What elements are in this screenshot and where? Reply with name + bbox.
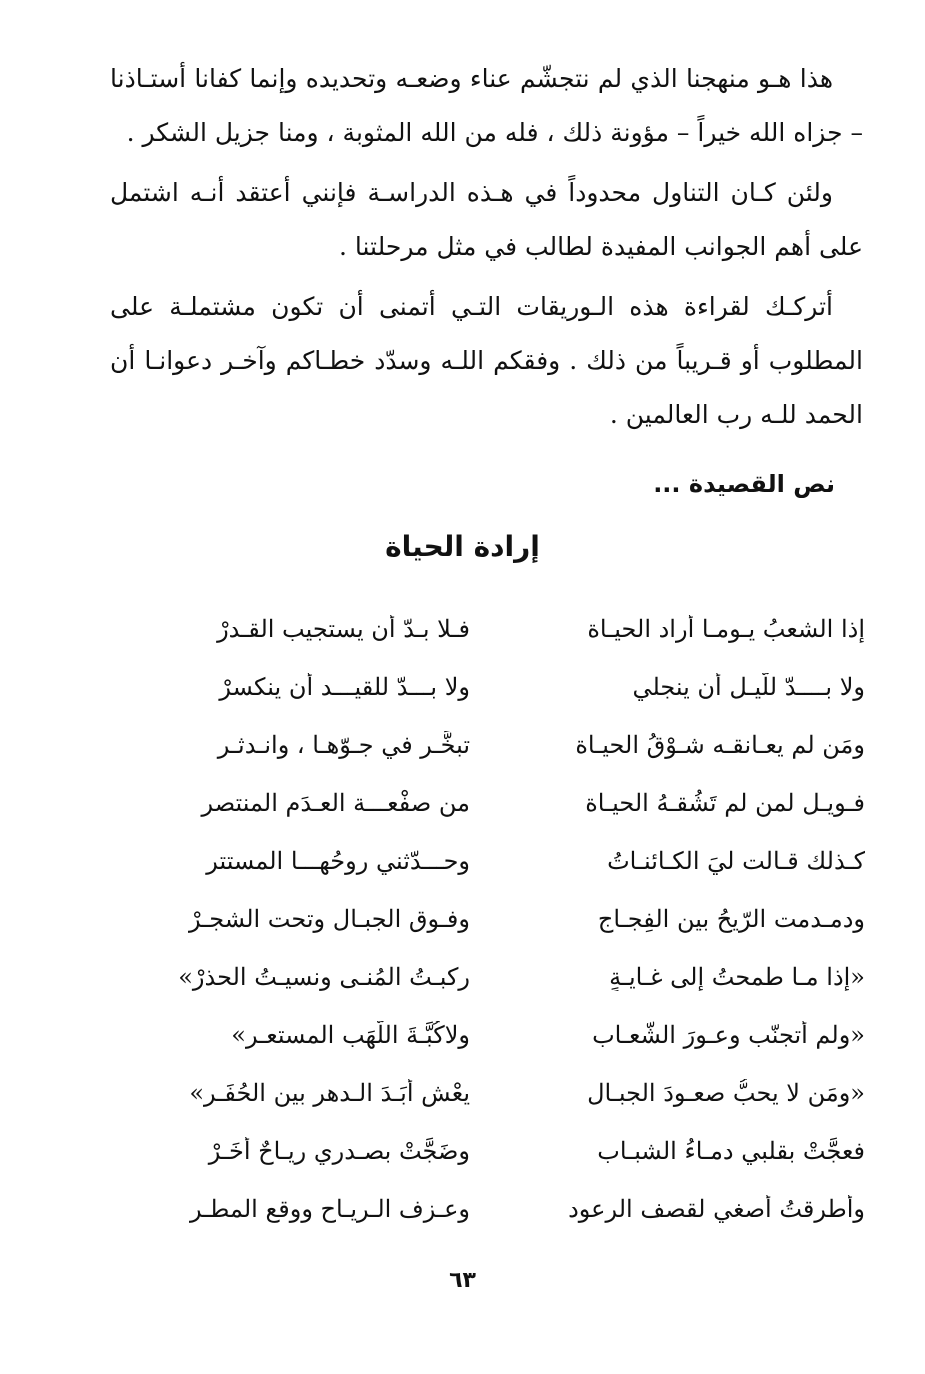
verse-second-hemistich: وضَجَّتْ بصـدري ريـاحٌ أُخَـرْ	[208, 1137, 470, 1165]
page-number: ٦٣	[449, 1268, 476, 1293]
verse-first-hemistich: كـذلك قـالت ليَ الكـائنـاتُ	[607, 847, 865, 875]
verse-second-hemistich: وفـوق الجبـال وتحت الشجـرْ	[189, 905, 470, 933]
verse-first-hemistich: إذا الشعبُ يـومـا أراد الحيـاة	[587, 615, 865, 643]
verse-second-hemistich: يعْش أبَـدَ الـدهر بين الحُفَـر»	[189, 1079, 470, 1107]
verse	[120, 890, 865, 948]
verse-first-hemistich: «إذا مـا طمحتُ إلى غـايـةٍ	[609, 963, 865, 991]
paragraph: ولئن كـان التناول محدوداً في هـذه الدراسـة فإنني أعتقد أنـه اشتمل على أهم الجوانب المفيدة لطالب في مثل مرحلتنا .	[110, 178, 863, 261]
poem-title: إرادة الحياة	[385, 530, 540, 563]
verse-first-hemistich: «ومَن لا يحبُّ صعـودَ الجبـال	[587, 1079, 865, 1107]
verse-second-hemistich: ركبـتُ المُنـى ونسيـتُ الحذرْ»	[178, 963, 470, 991]
verse	[120, 600, 865, 658]
verse	[120, 1122, 865, 1180]
verse-second-hemistich: فـلا بـدّ أن يستجيب القـدرْ	[217, 615, 470, 643]
section-heading: نص القصيدة ...	[653, 470, 835, 498]
verse-second-hemistich: وحـــدّثني روحُهـــا المستتر	[206, 847, 470, 875]
poem-verses	[120, 600, 865, 1238]
verse-second-hemistich: تبخَّـر في جـوّهـا ، وانـدثـر	[217, 731, 470, 759]
paragraph: أتركـك لقراءة هذه الـوريقات التـي أتمنى أن تكون مشتملـة على المطلوب أو قـريباً من ذلك . وفقكم اللـه وسدّد خطـاكم وآخـر دعوانـا أن الحمد للـه رب العالمين .	[110, 292, 863, 429]
verse-first-hemistich: ودمـدمت الرّيحُ بين الفِجـاج	[597, 905, 865, 933]
verse	[120, 658, 865, 716]
verse	[120, 774, 865, 832]
verse-first-hemistich: وأطرقتُ أُصغي لقصف الرعود	[568, 1195, 865, 1223]
paragraph: هذا هـو منهجنا الذي لم نتجشّم عناء وضعـه وتحديده وإنما كفانا أستـاذنا – جزاه الله خيراً – مؤونة ذلك ، فله من الله المثوبة ، ومنا جزيل الشكر .	[110, 64, 863, 147]
verse-second-hemistich: وعـزف الـريـاح ووقع المطـر	[190, 1195, 470, 1223]
verse	[120, 716, 865, 774]
verse	[120, 832, 865, 890]
verse-second-hemistich: ولاكُبَّـةَ اللّهَب المستعـر»	[231, 1021, 470, 1049]
verse-first-hemistich: «ولم أتجنّب وعـورَ الشّعـاب	[592, 1021, 865, 1049]
verse	[120, 1064, 865, 1122]
verse-second-hemistich: ولا بـــدّ للقيـــد أن ينكسرْ	[219, 673, 470, 701]
verse-first-hemistich: فـويـل لمن لم تَشُقـهُ الحيـاة	[585, 789, 865, 817]
intro-prose	[110, 52, 863, 448]
verse	[120, 1180, 865, 1238]
verse	[120, 948, 865, 1006]
verse-first-hemistich: ومَن لم يعـانقـه شـوْقُ الحيـاة	[575, 731, 865, 759]
verse-first-hemistich: فعجَّتْ بقلبي دمـاءُ الشبـاب	[597, 1137, 865, 1165]
verse-second-hemistich: من صفْعـــة العـدَم المنتصر	[201, 789, 470, 817]
verse	[120, 1006, 865, 1064]
verse-first-hemistich: ولا بــــدّ للّيـل أن ينجلي	[632, 673, 865, 701]
